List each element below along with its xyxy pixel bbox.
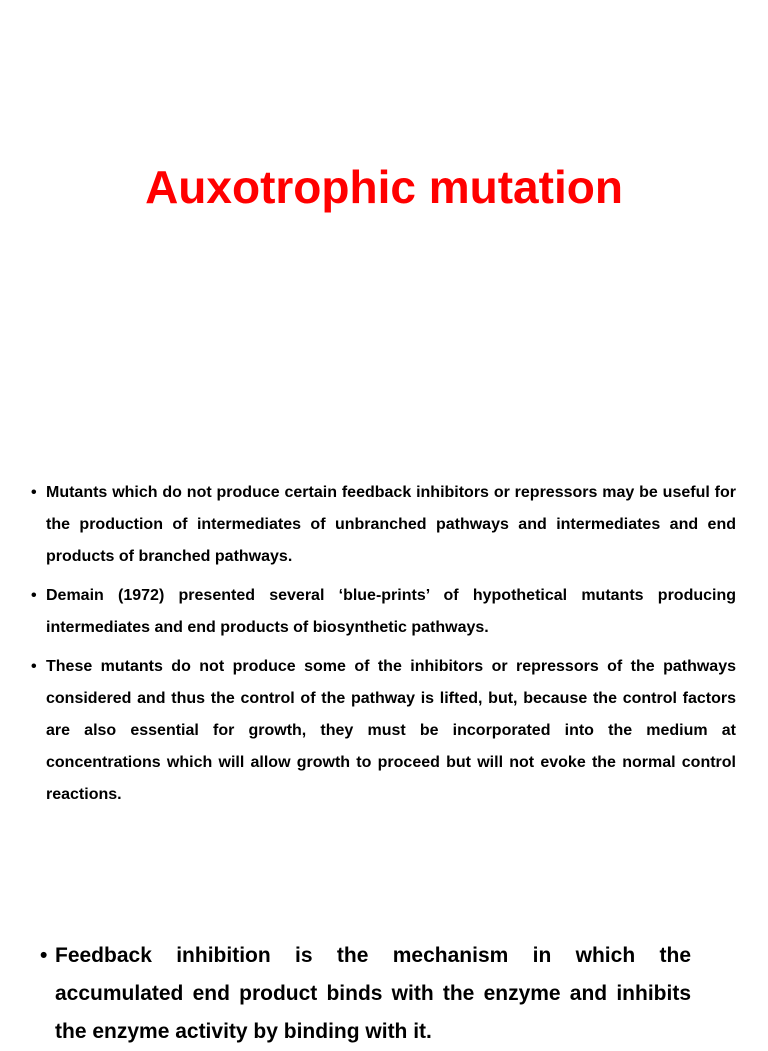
bullet-item: • Feedback inhibition is the mechanism in which the accumulated end product binds with the enzyme and inhibits the enzyme activity by binding with it.: [40, 937, 691, 1051]
bullet-item: • These mutants do not produce some of the inhibitors or repressors of the pathways considered and thus the control of the pathway is lifted, but, because the control factors are also essential for growth, they must be incorporated into the medium at concentrations which will allow growth to proceed but will not evoke the normal control reactions.: [31, 651, 736, 811]
slide-title: Auxotrophic mutation: [145, 161, 623, 213]
bullet-item: • Demain (1972) presented several ‘blue-prints’ of hypothetical mutants producing intermediates and end products of biosynthetic pathways.: [31, 580, 736, 644]
bullet-item: • Mutants which do not produce certain feedback inhibitors or repressors may be useful for the production of intermediates of unbranched pathways and intermediates and end products of branched pathways.: [31, 477, 736, 573]
bullet-list: [31, 477, 736, 818]
bullet-list-next-slide: [40, 937, 691, 1051]
